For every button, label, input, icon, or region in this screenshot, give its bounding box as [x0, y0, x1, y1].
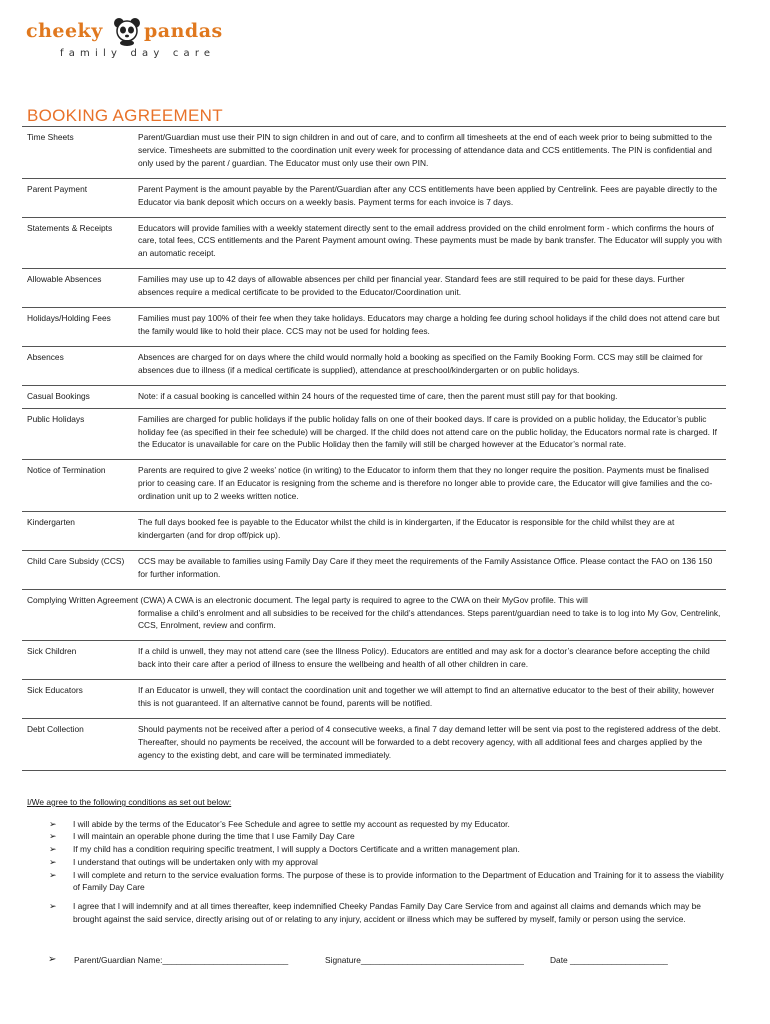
row-sick-educators	[22, 680, 726, 719]
row-text	[27, 590, 726, 641]
logo-word-cheeky: cheeky	[26, 20, 103, 42]
row-label: Sick Children	[27, 646, 77, 657]
list-item	[27, 830, 727, 843]
conditions-section	[27, 796, 727, 925]
list-item	[27, 818, 727, 831]
row-label: Parent Payment	[27, 183, 88, 194]
row-label: Casual Bookings	[27, 390, 90, 401]
row-debt-collection	[22, 719, 726, 771]
row-notice-of-termination	[22, 460, 726, 512]
row-text: The full days booked fee is payable to the Educator whilst the child is in kindergarten, if the Educator is responsible for the child whilst they are at kindergarten (and for drop off/pick up).	[138, 517, 675, 540]
row-text: Parents are required to give 2 weeks’ notice (in writing) to the Educator to inform them that they no longer require the position. Payments must be finalised prior to ceasing care. If an Educator is resigning from the scheme and is therefore no longer able to provide care, the Educator will give families and the co-ordination unit up to 2 weeks written notice.	[138, 465, 713, 502]
row-allowable-absences	[22, 269, 726, 308]
row-kindergarten	[22, 512, 726, 551]
row-label: Child Care Subsidy (CCS)	[27, 555, 125, 566]
list-item	[27, 900, 727, 925]
row-sick-children	[22, 641, 726, 680]
row-complying-written-agreement	[22, 590, 726, 642]
arrow-bullet-icon: ➢	[49, 869, 57, 880]
row-text: If an Educator is unwell, they will contact the coordination unit and together we will attempt to find an alternative educator to the best of their ability, however this is not guaranteed. If an alternative cannot be found, parents will be notified.	[138, 685, 715, 709]
cwa-continued-text: formalise a child’s enrolment and all subsidies to be received for the child’s attendances. Steps parent/guardian need to take is to log into My Gov, Centrelink, CCS, Enrolment, review and confirm.	[138, 607, 721, 631]
condition-text: I will complete and return to the service evaluation forms. The purpose of these is to provide information to the Department of Education and Training for it to assess the viability of Family Day Care	[73, 869, 724, 893]
arrow-bullet-icon: ➢	[49, 818, 57, 829]
row-text: If a child is unwell, they may not attend care (see the Illness Policy). Educators are entitled and may ask for a doctor’s clearance before accepting the child back into their care after a period of illness to ensure the wellbeing and health of all other children in care.	[138, 646, 710, 670]
row-label: Public Holidays	[27, 413, 85, 424]
condition-text: If my child has a condition requiring specific treatment, I will supply a Doctors Certificate and a written management plan.	[73, 844, 520, 855]
arrow-bullet-icon: ➢	[48, 954, 57, 965]
condition-text: I will maintain an operable phone during the time that I use Family Day Care	[73, 831, 355, 842]
arrow-bullet-icon: ➢	[49, 844, 57, 855]
row-holiday-holding-fees	[22, 308, 726, 347]
row-text: Parent Payment is the amount payable by the Parent/Guardian after any CCS entitlements have been applied by Centrelink. Fees are payable directly to the Educator via bank deposit which occurs on a weekly basis. Payment terms for each invoice is 7 days.	[138, 183, 718, 207]
row-text: Educators will provide families with a weekly statement directly sent to the email address provided on the child enrolment form - which confirms the hours of care, total fees, CCS entitlements and the Parent Payment amount owing. These payments must be made by bank transfer. The Educator will supply you with an automatic receipt.	[138, 222, 722, 259]
row-statements-receipts	[22, 218, 726, 270]
company-logo	[26, 16, 226, 64]
row-label: Kindergarten	[27, 517, 75, 528]
row-text: Absences are charged for on days where the child would normally hold a booking as specified on the Family Booking Form. CCS may still be claimed for absences due to illness (if a medical certificate is supplied), attendance at preschool/kindergarten or on public holidays.	[138, 351, 703, 375]
conditions-heading: I/We agree to the following conditions as set out below:	[27, 797, 232, 807]
row-label: Debt Collection	[27, 724, 84, 734]
condition-text: I understand that outings will be undertaken only with my approval	[73, 856, 318, 867]
conditions-list	[27, 818, 727, 926]
date-field[interactable]: Date _____________________	[550, 955, 668, 965]
row-text: Parent/Guardian must use their PIN to sign children in and out of care, and to confirm all timesheets at the end of each week prior to being submitted to the service. Timesheets are submitted to the coordination unit every week for processing of attendance data and CCS entitlements. The PIN is confidential and only used by the parent / guardian. The Educator must only use their own PIN.	[138, 132, 713, 168]
condition-text: I will abide by the terms of the Educator’s Fee Schedule and agree to settle my account as requested by my Educator.	[73, 818, 510, 829]
row-text: Families are charged for public holidays if the public holiday falls on one of their booked days. If care is provided on a public holiday, the Educator’s public holiday fee (as specified in their fee schedule) will be charged. If the child does not attend care on the public holiday, the Educators normal rate is charged. If the Educator is unavailable for care on the Public Holiday then the family will still be charged however at the Educator’s normal rate.	[138, 413, 717, 450]
row-public-holidays	[22, 409, 726, 461]
row-time-sheets	[22, 127, 726, 179]
row-label: Statements & Receipts	[27, 222, 113, 233]
row-absences	[22, 347, 726, 386]
row-text: CCS may be available to families using Family Day Care if they meet the requirements of the Family Assistance Office. Please contact the FAO on 136 150 for further information.	[138, 555, 713, 579]
row-text: Should payments not be received after a period of 4 consecutive weeks, a final 7 day demand letter will be sent via post to the registered address of the debt. Thereafter, should no payments be received, the account will be forwarded to a debt recovery agency, with all additional fees and charges applied by the agency to the existing debt, and care will be terminated immediately.	[138, 724, 721, 760]
row-label: Sick Educators	[27, 685, 83, 696]
page-title: BOOKING AGREEMENT	[27, 106, 223, 125]
logo-tagline: family day care	[60, 48, 216, 59]
row-parent-payment	[22, 179, 726, 218]
list-item	[27, 856, 727, 869]
condition-text: I agree that I will indemnify and at all times thereafter, keep indemnified Cheeky Pandas Family Day Care Service from and against all claims and demands which may be brought against the said service, directly arising out of or relating to any injury, accident or illness which may be suffered by myself, family or person using the service.	[73, 900, 701, 924]
arrow-bullet-icon: ➢	[49, 831, 57, 842]
row-text: Families must pay 100% of their fee when they take holidays. Educators may charge a holding fee during school holidays if the child does not attend care but the family would like to hold their place. CCS may not be used for holding fees.	[138, 313, 720, 336]
row-label: Absences	[27, 351, 64, 362]
logo-word-pandas: pandas	[144, 20, 223, 42]
row-label: Notice of Termination	[27, 465, 106, 476]
arrow-bullet-icon: ➢	[49, 856, 57, 867]
row-casual-bookings	[22, 386, 726, 409]
list-item	[27, 843, 727, 856]
panda-icon	[112, 16, 142, 46]
row-label: Time Sheets	[27, 132, 74, 142]
list-item	[27, 869, 727, 894]
row-label: Holidays/Holding Fees	[27, 313, 111, 324]
agreement-table	[22, 126, 726, 771]
row-text: Families may use up to 42 days of allowable absences per child per financial year. Standard fees are still required to be paid for these days. Further absences require a medical certificate to be provided to the Educator/Coordination unit.	[138, 274, 685, 298]
parent-guardian-name-field[interactable]: Parent/Guardian Name:___________________________	[74, 955, 289, 965]
signature-field[interactable]: Signature___________________________________	[325, 955, 524, 965]
arrow-bullet-icon: ➢	[49, 900, 57, 911]
cwa-lead-text: Complying Written Agreement (CWA) A CWA is an electronic document. The legal party is required to agree to the CWA on their MyGov profile. This will	[27, 594, 588, 605]
row-label: Allowable Absences	[27, 274, 102, 285]
row-text: Note: if a casual booking is cancelled within 24 hours of the requested time of care, then the parent must still pay for that booking.	[138, 390, 618, 401]
row-child-care-subsidy	[22, 551, 726, 590]
